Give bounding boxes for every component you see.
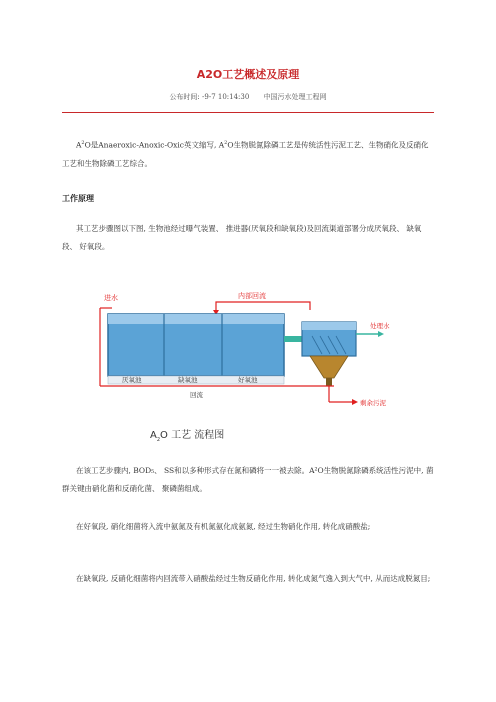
source-name: 中国污水处理工程网 bbox=[263, 93, 327, 101]
intro-prefix: A bbox=[76, 140, 82, 150]
internal-reflux-label: 内部回流 bbox=[238, 292, 266, 300]
intro-text-a: O是Anaeroxic-Anoxic-Oxic英文缩写, A bbox=[84, 140, 225, 150]
excess-sludge-label: 剩余污泥 bbox=[360, 399, 386, 407]
intro-paragraph bbox=[62, 134, 434, 173]
return-flow-label: 回流 bbox=[190, 391, 203, 399]
inlet-label: 进水 bbox=[104, 294, 118, 302]
body-paragraph-2: 在好氧段, 硝化细菌将入流中氨氮及有机氮氨化成氨氮, 经过生物硝化作用, 转化成硝酸盐; bbox=[76, 522, 371, 531]
intro-prefix-sup: 2 bbox=[81, 140, 85, 146]
diagram-caption bbox=[150, 426, 224, 443]
article-meta bbox=[0, 92, 496, 102]
transfer-pipe bbox=[284, 336, 302, 342]
anaerobic-label: 厌氧池 bbox=[122, 376, 142, 384]
sludge-hopper bbox=[310, 356, 348, 378]
tank-surface bbox=[108, 314, 284, 324]
internal-reflux-line bbox=[216, 302, 310, 310]
excess-sludge-arrowhead bbox=[352, 399, 358, 405]
caption-sub: 2 bbox=[156, 437, 161, 443]
principle-paragraph: 其工艺步骤图以下图, 生物池经过曝气装置、 推进器(厌氧段和缺氧段)及回流渠道部署分成厌氧段、 缺氧段、 好氧段。 bbox=[62, 224, 422, 251]
body-paragraph-3: 在缺氧段, 反硝化细菌将内回流带入硝酸盐经过生物反硝化作用, 转化成氮气逸入到大气中, 从而达成脱氮目; bbox=[76, 574, 431, 583]
publish-time: 公布时间: -9-7 10:14:30 bbox=[169, 93, 250, 101]
body-paragraph-1: 在该工艺步骤内, BOD₅、 SS和以多种形式存在氮和磷将一一被去除。A²O生物脱氮除磷系统活性污泥中, 菌群关键由硝化菌和反硝化菌、 聚磷菌组成。 bbox=[62, 466, 434, 493]
section-heading: 工作原理 bbox=[62, 194, 94, 203]
title-divider bbox=[62, 112, 434, 113]
sludge-outlet-pipe bbox=[326, 378, 332, 386]
intro-text-sup: 2 bbox=[224, 140, 228, 146]
page-title: A2O工艺概述及原理 bbox=[196, 68, 300, 81]
caption-rest: O 工艺 流程图 bbox=[160, 430, 225, 441]
treated-water-arrowhead bbox=[378, 331, 384, 337]
clarifier-surface bbox=[302, 322, 356, 330]
process-diagram-svg bbox=[98, 286, 408, 411]
aerobic-label: 好氧池 bbox=[238, 376, 258, 384]
a2o-process-diagram bbox=[98, 286, 408, 411]
caption-a: A bbox=[150, 430, 157, 441]
intro-text-b: O生物脱氮除磷工艺是传统活性污泥工艺、生物硝化及反硝化工艺和生物除磷工艺综合。 bbox=[62, 140, 429, 168]
treated-water-label: 处理水 bbox=[370, 322, 390, 330]
anoxic-label: 缺氧池 bbox=[178, 376, 198, 384]
